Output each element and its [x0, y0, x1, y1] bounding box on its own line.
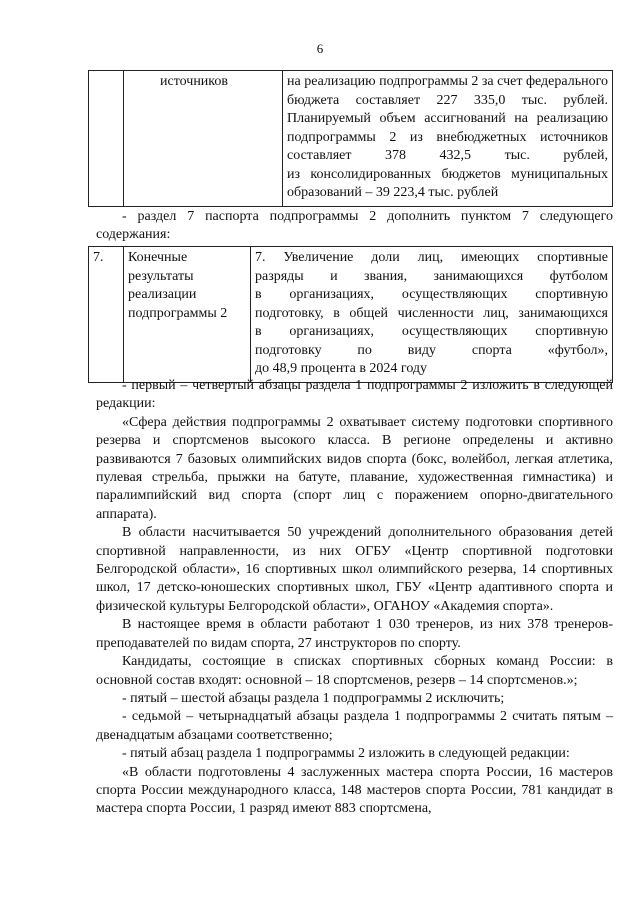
table-cell-label: источников [124, 71, 283, 207]
text-line: из консолидированных бюджетов муниципальных [287, 166, 608, 182]
paragraph: - первый – четвертый абзацы раздела 1 подпрограммы 2 изложить в следующей редакции: [96, 378, 613, 412]
text-line: до 48,9 процента в 2024 году [255, 361, 428, 376]
page-number: 6 [316, 41, 324, 56]
text-line: разряды и звания, занимающихся футболом [255, 268, 608, 284]
text-line: подготовку по виду спорта «футбол», [255, 342, 608, 358]
text-line: в организациях, осуществляющих спортивную [255, 287, 608, 302]
text-line: бюджета составляет 227 335,0 тыс. рублей. [287, 92, 608, 108]
text-line: реализации [128, 287, 197, 302]
paragraph: - раздел 7 паспорта подпрограммы 2 дополнить пунктом 7 следующего содержания: [96, 209, 613, 243]
text-line: Конечные [128, 250, 188, 265]
text-line: подпрограммы 2 [128, 305, 228, 321]
paragraph: - пятый – шестой абзацы раздела 1 подпрограммы 2 исключить; [122, 690, 505, 706]
instruction-add-point7 [96, 208, 613, 245]
table-row [89, 71, 613, 207]
table-cell-number: 7. [89, 247, 124, 383]
paragraph: В области насчитывается 50 учреждений дополнительного образования детей спортивной направленности, из них ОГБУ «Центр спортивной подготовки Белгородской области», 16 спортивных школ олимпийского резерва, 14 спортивных школ, 17 детско-юношеских спортивных школ, ГБУ «Центр адаптивного спорта и физической культуры Белгородской области», ОГАНОУ «Академия спорта». [96, 525, 613, 614]
paragraph: Кандидаты, состоящие в списках спортивных сборных команд России: в основной состав входят: основной – 18 спортсменов, резерв – 14 спортсменов.»; [96, 654, 613, 688]
text-line: Планируемый объем ассигнований на реализацию [287, 111, 608, 126]
results-table [88, 246, 613, 383]
text-line: результаты [128, 268, 194, 284]
table-cell-text [251, 247, 613, 383]
text-line: составляет 378 432,5 тыс. рублей, [287, 148, 608, 163]
table-row [89, 247, 613, 383]
funding-table [88, 70, 613, 207]
text-line: образований – 39 223,4 тыс. рублей [287, 185, 499, 200]
table-cell-title [124, 247, 251, 383]
paragraph: - пятый абзац раздела 1 подпрограммы 2 изложить в следующей редакции: [122, 746, 570, 762]
text-line: в организациях, осуществляющих спортивную [255, 324, 608, 339]
text-line: подпрограммы 2 из внебюджетных источников [287, 129, 608, 145]
paragraph: «В области подготовлены 4 заслуженных мастера спорта России, 16 мастеров спорта России международного класса, 148 мастеров спорта России, 781 кандидат в мастера спорта России, 1 разряд имеют 883 спортсмена, [96, 764, 613, 817]
paragraph: «Сфера действия подпрограммы 2 охватывает систему подготовки спортивного резерва и спортсменов высокого класса. В регионе определены и активно развиваются 7 базовых олимпийских видов спорта (бокс, волейбол, легкая атлетика, пулевая стрельба, прыжки на батуте, плавание, художественная гимнастика) и паралимпийский вид спорта (спорт лиц с поражением опорно-двигательного аппарата). [96, 414, 613, 522]
text-line: подготовку, в общей численности лиц, занимающихся [255, 305, 608, 321]
table-cell-text [283, 71, 613, 207]
table-cell-empty [89, 71, 124, 207]
paragraph: - седьмой – четырнадцатый абзацы раздела 1 подпрограммы 2 считать пятым – двенадцатым абзацами соответственно; [96, 709, 613, 743]
paragraph: В настоящее время в области работают 1 030 тренеров, из них 378 тренеров-преподавателей по видам спорта, 27 инструкторов по спорту. [96, 617, 613, 651]
text-line: 7. Увеличение доли лиц, имеющих спортивные [255, 250, 608, 265]
text-line: на реализацию подпрограммы 2 за счет федерального [287, 74, 608, 89]
body-text [96, 377, 613, 819]
